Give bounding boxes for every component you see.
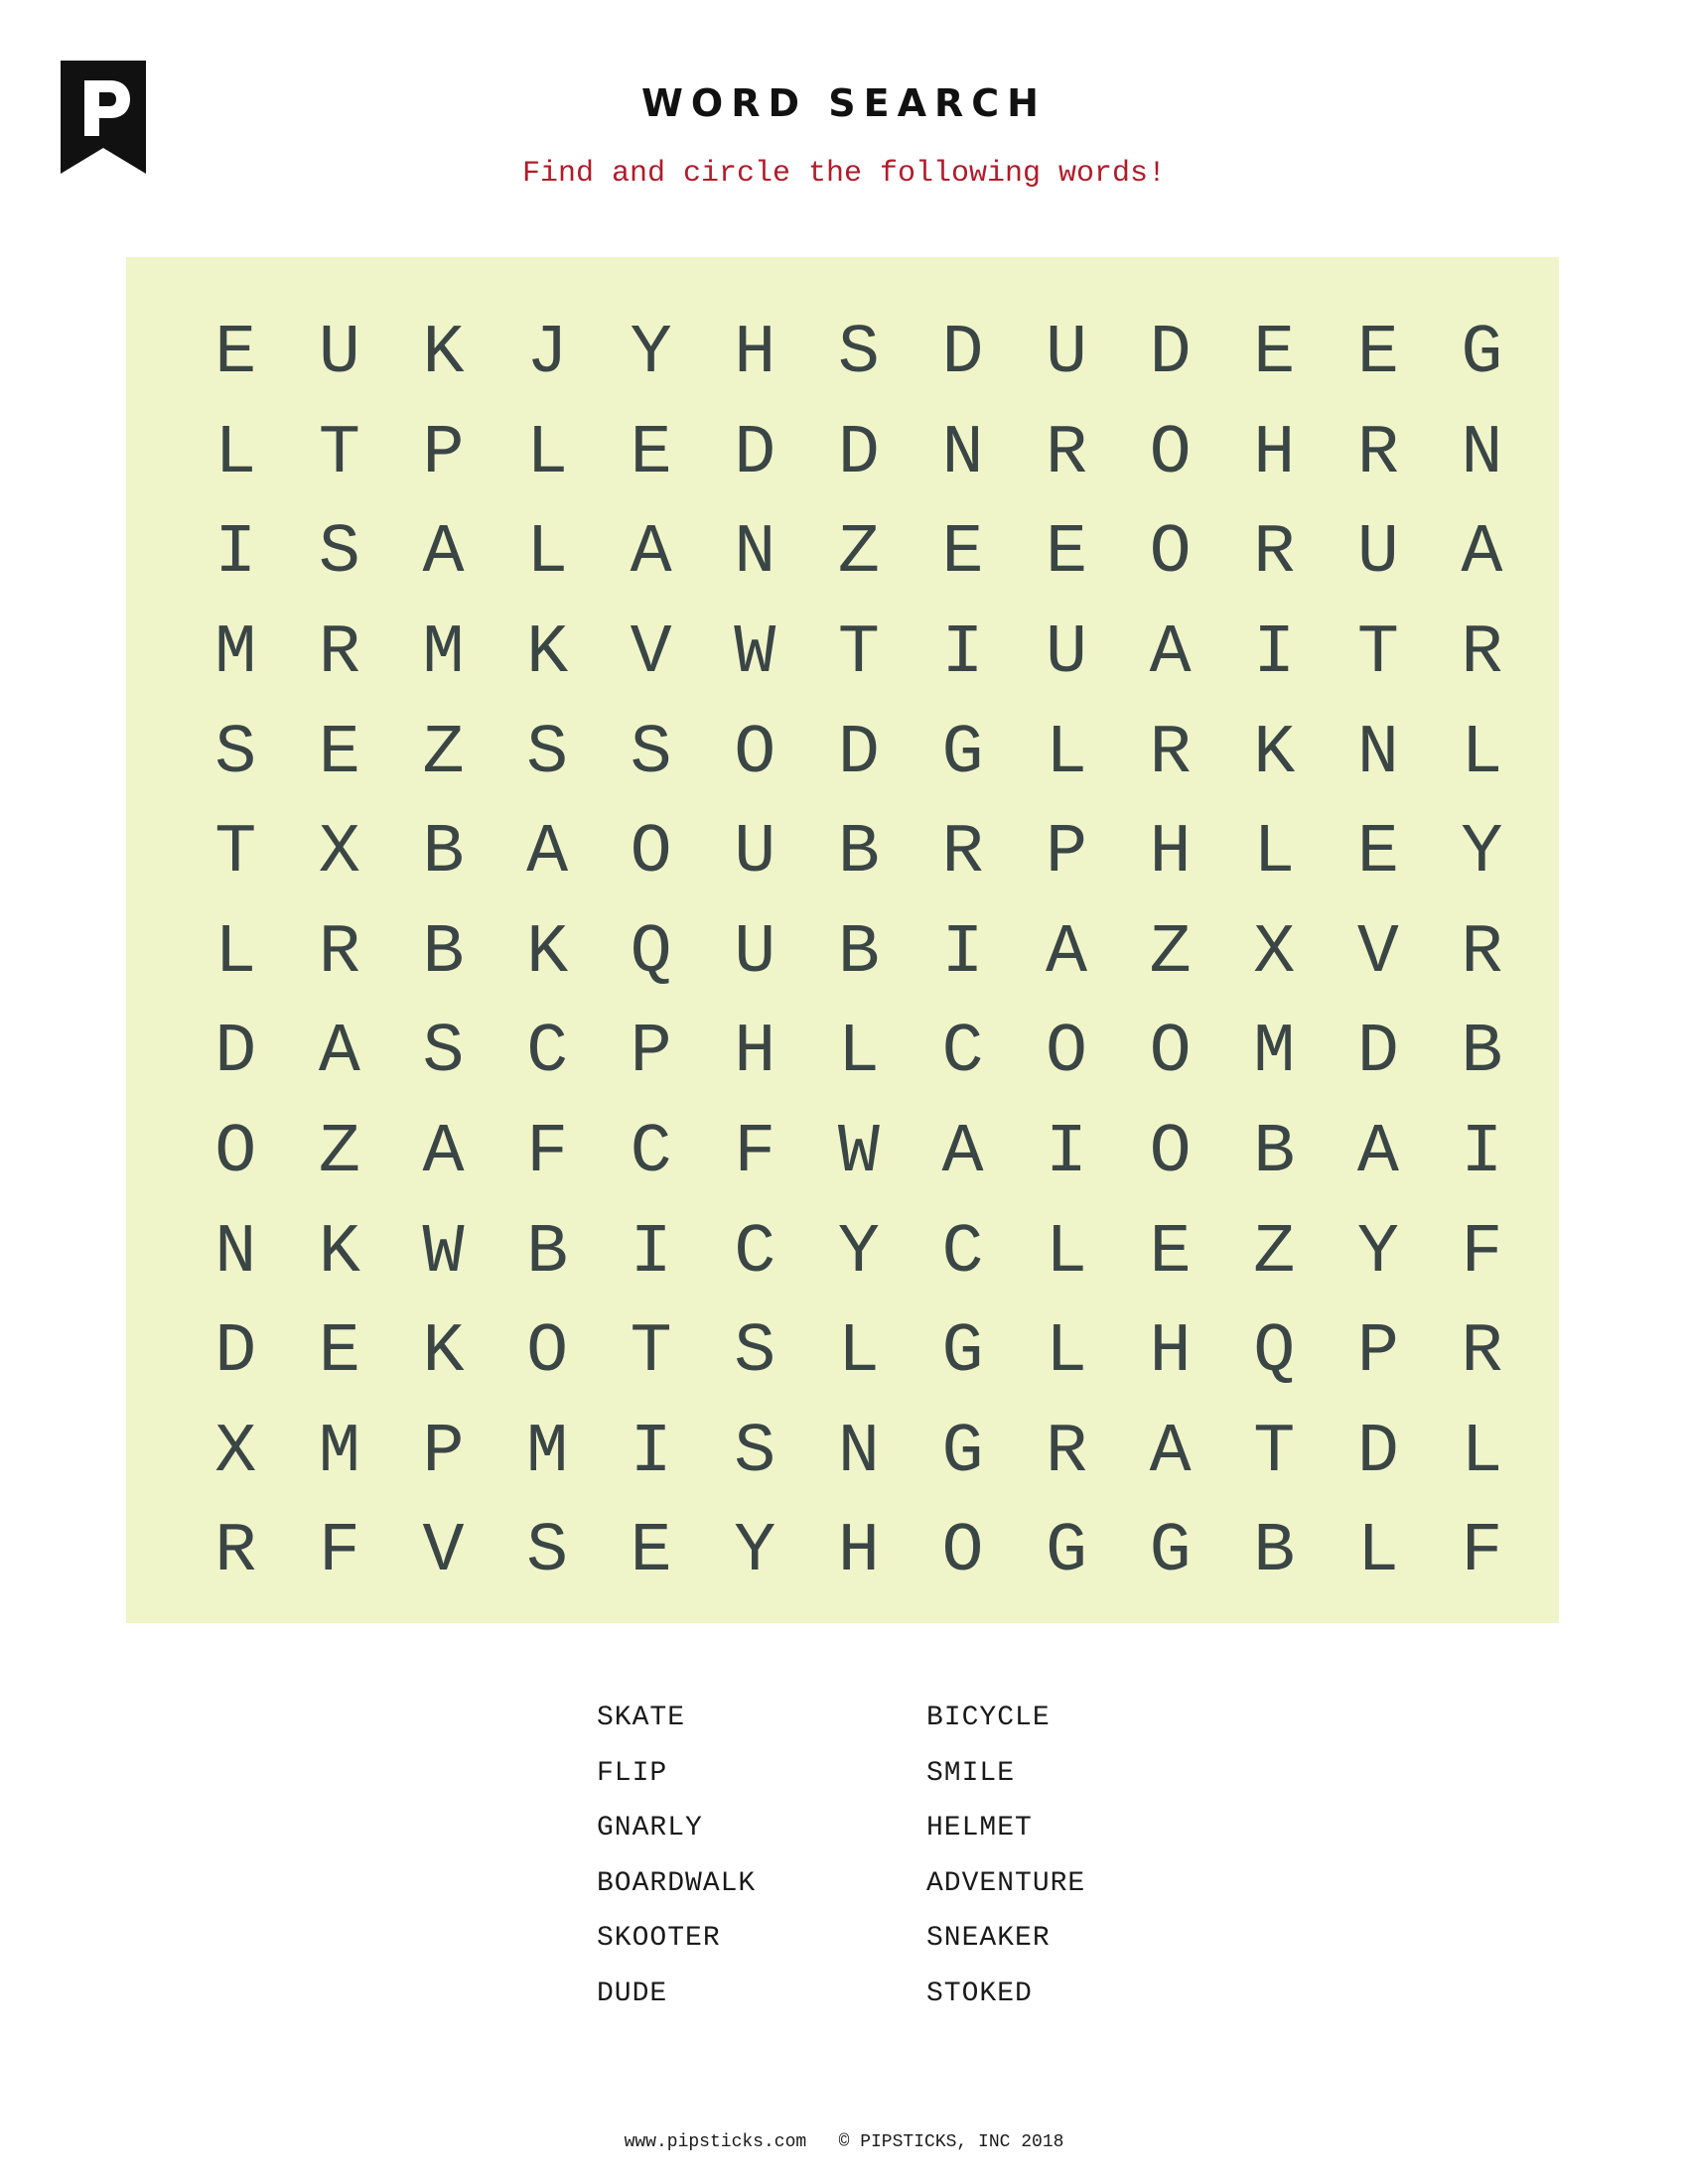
grid-letter[interactable]: R (1461, 1313, 1503, 1393)
grid-letter[interactable]: R (1461, 913, 1503, 993)
word-list-item: SKATE (597, 1703, 686, 1733)
grid-letter[interactable]: L (1046, 714, 1088, 793)
grid-letter[interactable]: T (1356, 614, 1399, 694)
grid-letter[interactable]: O (1046, 1014, 1088, 1093)
grid-letter[interactable]: U (318, 315, 360, 394)
word-list-item: FLIP (597, 1757, 668, 1789)
grid-letter[interactable]: Z (837, 514, 880, 594)
grid-letter[interactable]: A (1356, 1114, 1399, 1193)
grid-letter[interactable]: A (1149, 614, 1192, 694)
grid-letter[interactable]: R (1253, 514, 1296, 594)
grid-letter[interactable]: B (837, 913, 880, 993)
grid-letter[interactable]: C (941, 1213, 984, 1293)
grid-letter[interactable]: A (1149, 1413, 1192, 1492)
grid-letter[interactable]: M (526, 1413, 569, 1492)
word-list-item: BOARDWALK (597, 1867, 757, 1899)
grid-letter[interactable]: O (1149, 514, 1192, 594)
grid-letter[interactable]: L (837, 1313, 880, 1393)
grid-letter[interactable]: F (734, 1114, 776, 1193)
grid-letter[interactable]: X (1253, 913, 1296, 993)
grid-letter[interactable]: V (1356, 913, 1399, 993)
grid-letter[interactable]: D (1356, 1014, 1399, 1093)
grid-letter[interactable]: P (1356, 1313, 1399, 1393)
grid-letter[interactable]: T (630, 1313, 672, 1393)
grid-letter[interactable]: I (1253, 614, 1296, 694)
grid-letter[interactable]: G (1461, 315, 1503, 394)
grid-letter[interactable]: P (1046, 814, 1088, 893)
grid-letter[interactable]: H (734, 1014, 776, 1093)
grid-letter[interactable]: Q (630, 913, 672, 993)
grid-letter[interactable]: W (422, 1213, 465, 1293)
grid-letter[interactable]: S (214, 714, 257, 793)
word-list-item: HELMET (926, 1813, 1033, 1844)
grid-letter[interactable]: U (1046, 315, 1088, 394)
grid-letter[interactable]: N (734, 514, 776, 594)
grid-letter[interactable]: K (422, 1313, 465, 1393)
grid-letter[interactable]: R (1149, 714, 1192, 793)
grid-letter[interactable]: D (214, 1313, 257, 1393)
grid-letter[interactable]: J (526, 315, 569, 394)
grid-letter[interactable]: H (734, 315, 776, 394)
grid-letter[interactable]: B (526, 1213, 569, 1293)
grid-letter[interactable]: O (734, 714, 776, 793)
word-list-item: SMILE (926, 1757, 1016, 1789)
grid-letter[interactable]: T (1253, 1413, 1296, 1492)
grid-letter[interactable]: Z (1149, 913, 1192, 993)
grid-letter[interactable]: K (318, 1213, 360, 1293)
grid-letter[interactable]: E (630, 1513, 672, 1592)
grid-letter[interactable]: C (734, 1213, 776, 1293)
grid-letter[interactable]: Y (734, 1513, 776, 1592)
grid-letter[interactable]: G (941, 714, 984, 793)
grid-letter[interactable]: L (837, 1014, 880, 1093)
grid-letter[interactable]: U (734, 814, 776, 893)
grid-letter[interactable]: B (1253, 1114, 1296, 1193)
grid-letter[interactable]: I (630, 1413, 672, 1492)
grid-letter[interactable]: D (837, 414, 880, 493)
grid-letter[interactable]: A (941, 1114, 984, 1193)
grid-letter[interactable]: E (1253, 315, 1296, 394)
grid-letter[interactable]: T (837, 614, 880, 694)
grid-letter[interactable]: N (1356, 714, 1399, 793)
grid-letter[interactable]: A (526, 814, 569, 893)
grid-letter[interactable]: K (526, 913, 569, 993)
grid-letter[interactable]: H (1149, 1313, 1192, 1393)
grid-letter[interactable]: F (1461, 1513, 1503, 1592)
grid-letter[interactable]: R (214, 1513, 257, 1592)
grid-letter[interactable]: D (941, 315, 984, 394)
grid-letter[interactable]: O (1149, 414, 1192, 493)
grid-letter[interactable]: L (1461, 714, 1503, 793)
grid-letter[interactable]: Y (1356, 1213, 1399, 1293)
grid-letter[interactable]: Q (1253, 1313, 1296, 1393)
word-list-item: BICYCLE (926, 1703, 1051, 1733)
grid-letter[interactable]: S (734, 1313, 776, 1393)
grid-letter[interactable]: L (1356, 1513, 1399, 1592)
grid-letter[interactable]: F (318, 1513, 360, 1592)
grid-letter[interactable]: K (526, 614, 569, 694)
grid-letter[interactable]: O (1149, 1014, 1192, 1093)
grid-letter[interactable]: R (1461, 614, 1503, 694)
grid-letter[interactable]: G (1149, 1513, 1192, 1592)
grid-letter[interactable]: N (837, 1413, 880, 1492)
grid-letter[interactable]: B (422, 913, 465, 993)
grid-letter[interactable]: O (941, 1513, 984, 1592)
grid-letter[interactable]: X (318, 814, 360, 893)
grid-letter[interactable]: A (630, 514, 672, 594)
grid-letter[interactable]: F (1461, 1213, 1503, 1293)
word-list-item: STOKED (926, 1978, 1033, 2009)
grid-letter[interactable]: K (1253, 714, 1296, 793)
grid-letter[interactable]: R (318, 913, 360, 993)
grid-letter[interactable]: K (422, 315, 465, 394)
grid-letter[interactable]: L (1046, 1213, 1088, 1293)
grid-letter[interactable]: E (318, 714, 360, 793)
grid-letter[interactable]: D (1149, 315, 1192, 394)
grid-letter[interactable]: U (1356, 514, 1399, 594)
grid-letter[interactable]: N (941, 414, 984, 493)
grid-letter[interactable]: O (1149, 1114, 1192, 1193)
grid-letter[interactable]: T (214, 814, 257, 893)
grid-letter[interactable]: I (630, 1213, 672, 1293)
grid-letter[interactable]: C (941, 1014, 984, 1093)
grid-letter[interactable]: B (422, 814, 465, 893)
grid-letter[interactable]: A (318, 1014, 360, 1093)
grid-letter[interactable]: S (630, 714, 672, 793)
grid-letter[interactable]: L (1253, 814, 1296, 893)
grid-letter[interactable]: L (1461, 1413, 1503, 1492)
grid-letter[interactable]: W (837, 1114, 880, 1193)
grid-letter[interactable]: R (1356, 414, 1399, 493)
instructions-text: Find and circle the following words! (521, 157, 1167, 191)
grid-letter[interactable]: M (422, 614, 465, 694)
grid-letter[interactable]: I (941, 913, 984, 993)
grid-letter[interactable]: E (214, 315, 257, 394)
grid-letter[interactable]: Z (422, 714, 465, 793)
grid-letter[interactable]: A (1046, 913, 1088, 993)
grid-letter[interactable]: Z (1253, 1213, 1296, 1293)
grid-letter[interactable]: O (526, 1313, 569, 1393)
grid-letter[interactable]: L (1046, 1313, 1088, 1393)
grid-letter[interactable]: N (1461, 414, 1503, 493)
grid-letter[interactable]: C (630, 1114, 672, 1193)
grid-letter[interactable]: A (422, 1114, 465, 1193)
grid-letter[interactable]: O (630, 814, 672, 893)
grid-letter[interactable]: S (422, 1014, 465, 1093)
grid-letter[interactable]: L (526, 514, 569, 594)
grid-letter[interactable]: S (526, 1513, 569, 1592)
grid-letter[interactable]: G (941, 1413, 984, 1492)
grid-letter[interactable]: R (941, 814, 984, 893)
grid-letter[interactable]: P (630, 1014, 672, 1093)
grid-letter[interactable]: I (941, 614, 984, 694)
grid-letter[interactable]: E (941, 514, 984, 594)
grid-letter[interactable]: W (734, 614, 776, 694)
grid-letter[interactable]: S (526, 714, 569, 793)
grid-letter[interactable]: Y (1461, 814, 1503, 893)
word-list-item: GNARLY (597, 1813, 703, 1844)
grid-letter[interactable]: I (1461, 1114, 1503, 1193)
letter-grid (184, 305, 1534, 1603)
footer-credit: www.pipsticks.com © PIPSTICKS, INC 2018 (624, 2132, 1064, 2152)
grid-letter[interactable]: M (318, 1413, 360, 1492)
grid-letter[interactable]: H (1149, 814, 1192, 893)
grid-letter[interactable]: D (214, 1014, 257, 1093)
grid-letter[interactable]: V (630, 614, 672, 694)
grid-letter[interactable]: F (526, 1114, 569, 1193)
grid-letter[interactable]: O (214, 1114, 257, 1193)
grid-letter[interactable]: X (214, 1413, 257, 1492)
grid-letter[interactable]: P (422, 414, 465, 493)
grid-letter[interactable]: Y (630, 315, 672, 394)
word-list-item: DUDE (597, 1978, 668, 2009)
grid-letter[interactable]: Y (837, 1213, 880, 1293)
word-list-left-column (597, 1703, 756, 2034)
grid-letter[interactable]: R (1046, 414, 1088, 493)
grid-letter[interactable]: E (630, 414, 672, 493)
puzzle-panel (126, 257, 1559, 1623)
grid-letter[interactable]: B (1461, 1014, 1503, 1093)
grid-letter[interactable]: T (318, 414, 360, 493)
grid-letter[interactable]: R (1046, 1413, 1088, 1492)
page-title: WORD SEARCH (641, 81, 1047, 125)
grid-letter[interactable]: M (214, 614, 257, 694)
grid-letter[interactable]: H (1253, 414, 1296, 493)
grid-letter[interactable]: H (837, 1513, 880, 1592)
grid-letter[interactable]: M (1253, 1014, 1296, 1093)
grid-letter[interactable]: R (318, 614, 360, 694)
grid-letter[interactable]: B (1253, 1513, 1296, 1592)
grid-letter[interactable]: S (837, 315, 880, 394)
grid-letter[interactable]: P (422, 1413, 465, 1492)
grid-letter[interactable]: B (837, 814, 880, 893)
grid-letter[interactable]: C (526, 1014, 569, 1093)
grid-letter[interactable]: Z (318, 1114, 360, 1193)
grid-letter[interactable]: D (734, 414, 776, 493)
grid-letter[interactable]: D (1356, 1413, 1399, 1492)
grid-letter[interactable]: I (1046, 1114, 1088, 1193)
grid-letter[interactable]: N (214, 1213, 257, 1293)
grid-letter[interactable]: E (1149, 1213, 1192, 1293)
grid-letter[interactable]: E (1356, 315, 1399, 394)
grid-letter[interactable]: S (734, 1413, 776, 1492)
grid-letter[interactable]: E (1046, 514, 1088, 594)
grid-letter[interactable]: U (1046, 614, 1088, 694)
grid-letter[interactable]: L (526, 414, 569, 493)
grid-letter[interactable]: S (318, 514, 360, 594)
grid-letter[interactable]: U (734, 913, 776, 993)
grid-letter[interactable]: L (214, 414, 257, 493)
grid-letter[interactable]: A (1461, 514, 1503, 594)
grid-letter[interactable]: G (1046, 1513, 1088, 1592)
word-list-right-column (926, 1703, 1085, 2034)
word-list-item: SNEAKER (926, 1923, 1051, 1955)
grid-letter[interactable]: A (422, 514, 465, 594)
grid-letter[interactable]: E (318, 1313, 360, 1393)
grid-letter[interactable]: E (1356, 814, 1399, 893)
grid-letter[interactable]: D (837, 714, 880, 793)
grid-letter[interactable]: I (214, 514, 257, 594)
grid-letter[interactable]: L (214, 913, 257, 993)
grid-letter[interactable]: V (422, 1513, 465, 1592)
grid-letter[interactable]: G (941, 1313, 984, 1393)
word-list-item: ADVENTURE (926, 1867, 1086, 1899)
word-list-item: SKOOTER (597, 1923, 721, 1955)
